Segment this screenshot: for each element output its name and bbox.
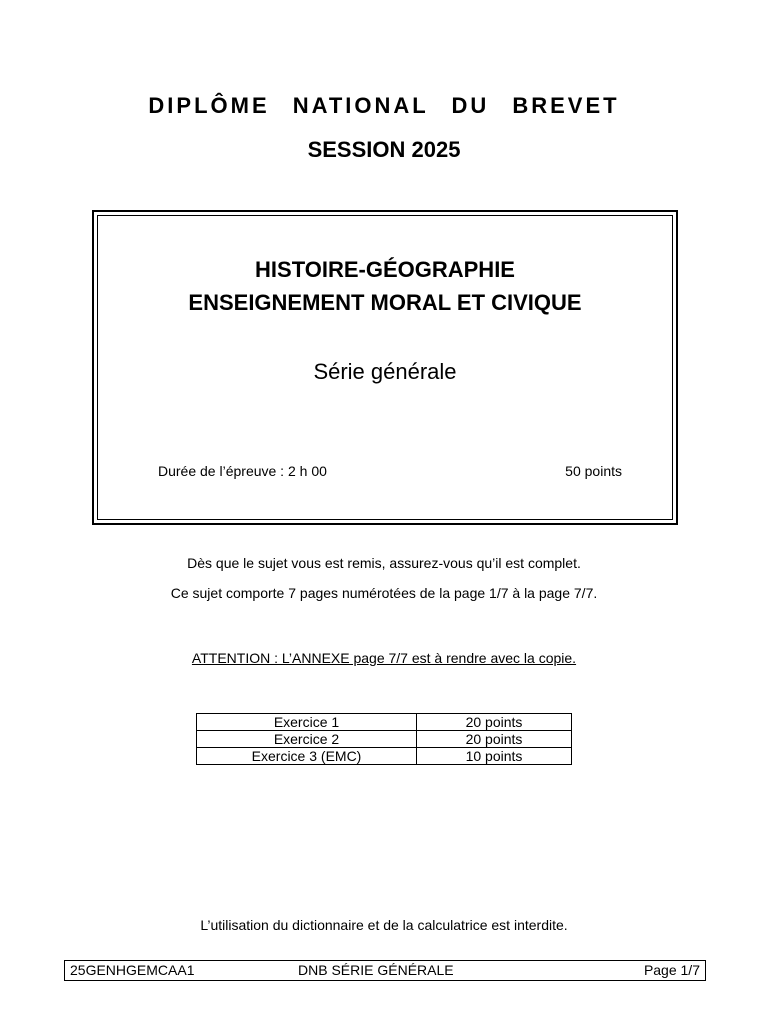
subject-title-line1: HISTOIRE-GÉOGRAPHIE: [255, 257, 515, 282]
series-label: Série générale: [313, 359, 457, 384]
exercise-points: 10 points: [417, 748, 572, 765]
exercise-name: Exercice 2: [197, 731, 417, 748]
subject-title-line2: ENSEIGNEMENT MORAL ET CIVIQUE: [188, 290, 582, 315]
exercise-name: Exercice 3 (EMC): [197, 748, 417, 765]
footer-series: DNB SÉRIE GÉNÉRALE: [298, 962, 454, 978]
exam-title: DIPLÔME NATIONAL DU BREVET: [148, 93, 620, 118]
subject-box: [92, 210, 678, 525]
exercise-table: [196, 713, 572, 765]
page-footer: [64, 960, 706, 981]
total-points-label: 50 points: [565, 463, 622, 479]
duration-label: Durée de l’épreuve : 2 h 00: [158, 463, 327, 479]
table-row: [197, 714, 572, 731]
notice-complete: Dès que le sujet vous est remis, assurez-vous qu’il est complet.: [187, 555, 581, 571]
exercise-name: Exercice 1: [197, 714, 417, 731]
notice-attention: [0, 649, 768, 667]
session-title: SESSION 2025: [307, 137, 461, 162]
exercise-points: 20 points: [417, 714, 572, 731]
exercise-points: 20 points: [417, 731, 572, 748]
table-row: [197, 731, 572, 748]
notice-pages: Ce sujet comporte 7 pages numérotées de la page 1/7 à la page 7/7.: [170, 585, 598, 601]
subject-box-inner-frame: [97, 215, 673, 520]
table-row: [197, 748, 572, 765]
notice-tools: L’utilisation du dictionnaire et de la calculatrice est interdite.: [200, 917, 568, 933]
notice-attention-text: ATTENTION : L’ANNEXE page 7/7 est à rendre avec la copie.: [191, 650, 577, 666]
footer-page-number: Page 1/7: [643, 962, 700, 978]
footer-code: 25GENHGEMCAA1: [70, 962, 195, 978]
